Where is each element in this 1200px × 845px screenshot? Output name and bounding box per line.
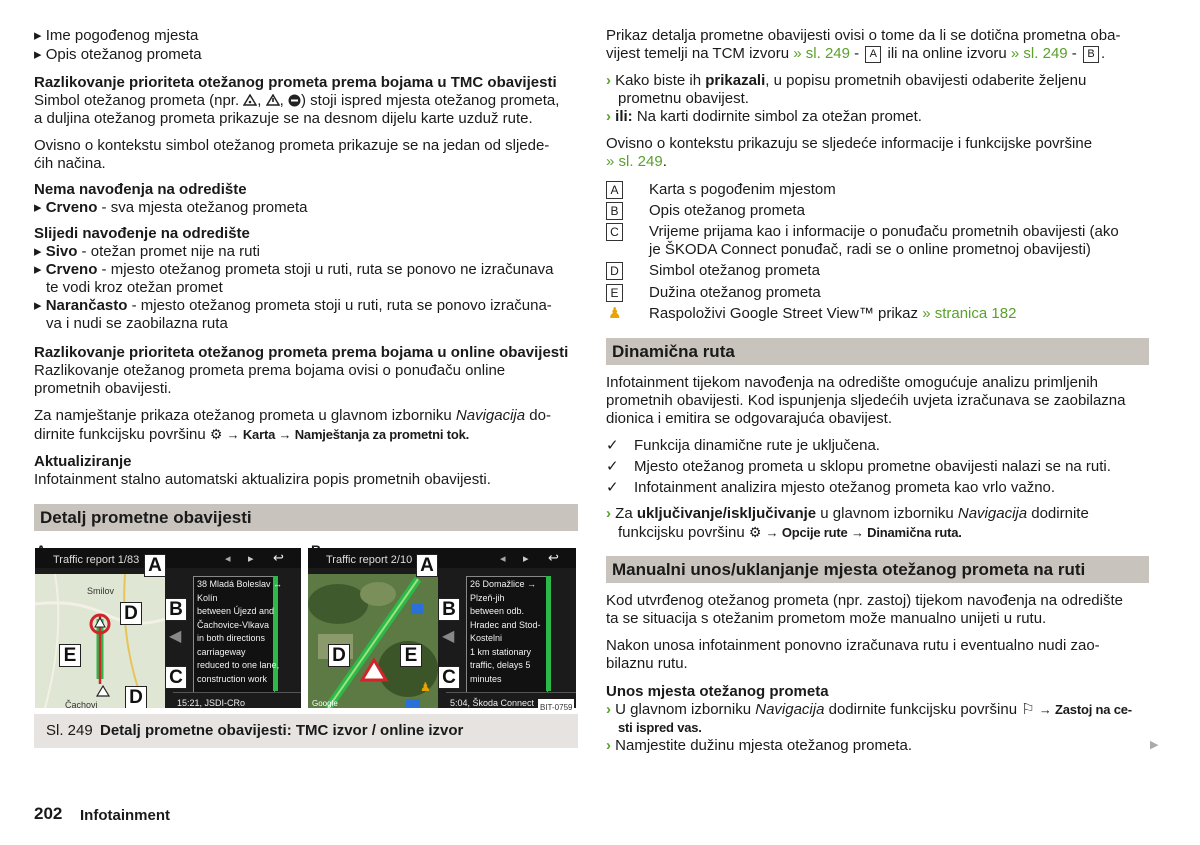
intro-text-1: Prikaz detalja prometne obavijesti ovisi o tome da li se dotična prometna oba- bbox=[606, 27, 1121, 44]
info-line: between odb. bbox=[470, 606, 525, 616]
no-nav-heading: Nema navođenja na odredište bbox=[34, 181, 247, 198]
collapse-arrow-icon[interactable]: ◀ bbox=[442, 628, 455, 645]
follows-heading: Slijedi navođenje na odredište bbox=[34, 225, 250, 242]
next-icon[interactable]: ▸ bbox=[248, 553, 254, 565]
no-nav-item-rest: - sva mjesta otežanog prometa bbox=[97, 199, 308, 216]
dyn-text-2: prometnih obavijesti. Kod ispunjenja sljedećih uvjeta izračunava se zaobilazna bbox=[606, 392, 1126, 409]
callout-c: C bbox=[165, 666, 187, 689]
figure-code: BIT-0759 bbox=[538, 699, 574, 717]
manual-text-1: Kod utvrđenog otežanog prometa (npr. zastoj) tijekom navođenja na odredište bbox=[606, 592, 1123, 609]
gear-icon: ⚙ bbox=[748, 524, 762, 540]
step-arrow-icon: › bbox=[606, 505, 611, 522]
step-item bbox=[606, 72, 1151, 90]
step-text: U glavnom izborniku bbox=[615, 701, 756, 718]
follows-item-bold: Sivo bbox=[45, 243, 78, 260]
follows-item: ▸ Sivo - otežan promet nije na ruti bbox=[34, 243, 260, 260]
online-heading: Razlikovanje prioriteta otežanog prometa prema bojama u online obavijesti bbox=[34, 344, 569, 361]
footer-section: Infotainment bbox=[80, 807, 170, 824]
figure-link[interactable]: » sl. 249 bbox=[606, 153, 663, 170]
screen-b-footer-text: 5:04, Škoda Connect bbox=[450, 698, 535, 708]
callout-c: C bbox=[438, 666, 460, 689]
info-line: Hradec and Stod- bbox=[470, 619, 541, 630]
step-arrow-icon: › bbox=[606, 108, 611, 125]
no-entry-icon bbox=[288, 94, 301, 107]
street-view-person-icon[interactable]: ♟ bbox=[420, 680, 431, 694]
tmc-text-2: a duljina otežanog prometa prikazuje se na desnom dijelu karte uzduž rute. bbox=[34, 110, 533, 127]
command-path: → Zastoj na ce- bbox=[1038, 702, 1132, 717]
step-text-bold: ili: bbox=[615, 108, 633, 125]
callout-d: D bbox=[328, 644, 350, 667]
legend-text: Dužina otežanog prometa bbox=[649, 284, 821, 301]
callout-d: D bbox=[125, 686, 147, 708]
follows-item-bold: Crveno bbox=[45, 261, 98, 278]
street-view-person-icon: ♟ bbox=[608, 305, 622, 322]
setup-command-path: → Karta → Namještanja za prometni tok. bbox=[226, 427, 470, 442]
manual-text-2: ta se situacija s otežanim prometom može manualno unijeti u rutu. bbox=[606, 610, 1047, 627]
info-line: between Újezd and bbox=[197, 606, 275, 616]
intro-sep: - bbox=[850, 45, 864, 62]
legend-text: Karta s pogođenim mjestom bbox=[649, 181, 836, 198]
check-text: Mjesto otežanog prometa u sklopu prometne obavijesti nalazi se na ruti. bbox=[634, 458, 1111, 475]
info-line: 1 km stationary bbox=[470, 646, 532, 657]
step-text: u glavnom izborniku bbox=[816, 505, 958, 522]
tmc-text-b: ) stoji ispred mjesta otežanog prometa, bbox=[300, 92, 560, 109]
context-link[interactable]: » sl. 249. bbox=[606, 153, 667, 170]
step-text-bold: prikazali bbox=[705, 72, 766, 89]
no-nav-item-bold: Crveno bbox=[45, 199, 98, 216]
google-attribution: Google bbox=[312, 699, 338, 708]
caption-text: Detalj prometne obavijesti: TMC izvor / online izvor bbox=[100, 722, 464, 739]
info-line: 26 Domažlice → bbox=[470, 579, 537, 589]
info-line: Plzeň-jih bbox=[470, 592, 505, 603]
check-icon: ✓ bbox=[606, 479, 619, 496]
info-line: Kolín bbox=[197, 592, 218, 603]
screen-a-footer-text: 15:21, JSDI-CRo bbox=[177, 698, 246, 708]
bullet-text: Ime pogođenog mjesta bbox=[45, 27, 199, 44]
step-text: Namjestite dužinu mjesta otežanog prometa. bbox=[615, 737, 912, 754]
figure-249 bbox=[34, 542, 578, 710]
legend-text: Vrijeme prijama kao i informacije o ponuđaču prometnih obavijesti (ako bbox=[649, 223, 1119, 240]
intro-sep: - bbox=[1067, 45, 1081, 62]
screen-a bbox=[35, 548, 301, 708]
screen-a-titlebar bbox=[35, 548, 301, 568]
callout-d: D bbox=[120, 602, 142, 625]
streetview-text: Raspoloživi Google Street View™ prikaz bbox=[649, 305, 923, 322]
follows-item: ▸ Narančasto - mjesto otežanog prometa stoji u ruti, ruta se ponovo izračuna- bbox=[34, 297, 552, 314]
legend-key: D bbox=[606, 262, 623, 280]
context-text-1: Ovisno o kontekstu simbol otežanog prometa prikazuje se na jedan od sljede- bbox=[34, 137, 550, 154]
follows-item-cont: te vodi kroz otežan promet bbox=[46, 279, 223, 296]
callout-b: B bbox=[165, 598, 187, 621]
command-path: → Opcije rute → Dinamična ruta. bbox=[765, 525, 962, 540]
warning-triangle-filled-icon bbox=[266, 94, 280, 106]
collapse-arrow-icon[interactable]: ◀ bbox=[169, 628, 182, 645]
legend-text bbox=[649, 305, 1016, 323]
update-text: Infotainment stalno automatski aktualizira popis prometnih obavijesti. bbox=[34, 471, 491, 488]
step-text: funkcijsku površinu bbox=[618, 524, 749, 541]
step-text: Za bbox=[615, 505, 637, 522]
info-line: 38 Mladá Boleslav ↔ bbox=[197, 579, 283, 589]
tmc-text-a: Simbol otežanog prometa (npr. bbox=[34, 92, 240, 109]
length-bar bbox=[546, 576, 551, 691]
follows-item-cont: va i nudi se zaobilazna ruta bbox=[46, 315, 228, 332]
info-line: traffic, delays 5 bbox=[470, 660, 531, 670]
context-text-1: Ovisno o kontekstu prikazuju se sljedeće informacije i funkcijske površine bbox=[606, 135, 1093, 152]
setup-text-c: dirnite funkcijsku površinu bbox=[34, 426, 210, 443]
input-step bbox=[606, 737, 1151, 755]
legend-text: Simbol otežanog prometa bbox=[649, 262, 820, 279]
map-place-label: Smilov bbox=[87, 586, 115, 596]
step-arrow-icon: › bbox=[606, 701, 611, 718]
section-heading-manual: Manualni unos/uklanjanje mjesta otežanog prometa na ruti bbox=[606, 556, 1149, 583]
callout-e: E bbox=[59, 644, 81, 667]
step-text: , u popisu prometnih obavijesti odaberite željenu bbox=[765, 72, 1087, 89]
legend-key: E bbox=[606, 284, 623, 302]
step-text-bold: uključivanje/isključivanje bbox=[636, 505, 817, 522]
legend-text: Opis otežanog prometa bbox=[649, 202, 805, 219]
screen-b-title: Traffic report 2/10 bbox=[326, 554, 413, 566]
screen-a-title: Traffic report 1/83 bbox=[53, 554, 140, 566]
info-line: minutes bbox=[470, 673, 502, 684]
info-line: carriageway bbox=[197, 646, 246, 657]
tmc-text: Simbol otežanog prometa (npr. , , ) stoji ispred mjesta otežanog prometa, bbox=[34, 92, 560, 109]
figure-ref-box: B bbox=[1083, 46, 1099, 63]
check-text: Infotainment analizira mjesto otežanog prometa kao vrlo važno. bbox=[634, 479, 1056, 496]
screen-b-titlebar bbox=[308, 548, 576, 568]
warning-triangle-icon bbox=[243, 94, 257, 106]
legend-key: B bbox=[606, 202, 623, 220]
info-line: Čachovice-Vlkava bbox=[197, 619, 270, 630]
flag-icon: ⚐ bbox=[1021, 701, 1035, 718]
intro-text-a: vijest temelji na TCM izvoru bbox=[606, 45, 794, 62]
page-number: 202 bbox=[34, 804, 63, 823]
step-text: Na karti dodirnite simbol za otežan promet. bbox=[632, 108, 922, 125]
manual-text-4: bilaznu rutu. bbox=[606, 655, 688, 672]
no-nav-item: ▸ Crveno - sva mjesta otežanog prometa bbox=[34, 199, 308, 216]
legend-key: C bbox=[606, 223, 623, 241]
back-icon[interactable]: ↩ bbox=[273, 550, 284, 565]
screen-b-info-text bbox=[470, 578, 541, 686]
step-arrow-icon: › bbox=[606, 72, 611, 89]
page-link[interactable]: » stranica 182 bbox=[922, 305, 1017, 322]
figure-caption bbox=[34, 714, 578, 748]
tmc-heading: Razlikovanje prioriteta otežanog prometa prema bojama u TMC obavijesti bbox=[34, 74, 557, 91]
step-text: dodirnite bbox=[1027, 505, 1089, 522]
next-icon[interactable]: ▸ bbox=[523, 553, 529, 565]
manual-text-3: Nakon unosa infotainment ponovno izračunava rutu i eventualno nudi zao- bbox=[606, 637, 1100, 654]
bullet-text: Opis otežanog prometa bbox=[45, 46, 202, 63]
intro-text-c: ili na online izvoru bbox=[883, 45, 1011, 62]
dyn-step bbox=[606, 505, 1151, 523]
figure-ref-box: A bbox=[865, 46, 881, 63]
prev-icon[interactable]: ◂ bbox=[500, 553, 506, 565]
gear-icon: ⚙ bbox=[209, 426, 223, 442]
step-item-cont: prometnu obavijest. bbox=[618, 90, 749, 107]
setup-text-a: Za namještanje prikaza otežanog prometa u glavnom izborniku bbox=[34, 407, 456, 424]
screen-b bbox=[308, 548, 576, 708]
legend-key: A bbox=[606, 181, 623, 199]
follows-item-rest: - otežan promet nije na ruti bbox=[77, 243, 260, 260]
continue-arrow-icon: ▶ bbox=[1150, 739, 1159, 751]
caption-number: Sl. 249 bbox=[46, 722, 93, 739]
step-text: dodirnite funkcijsku površinu bbox=[824, 701, 1022, 718]
screen-a-info-text bbox=[197, 578, 282, 686]
figure-panel-a bbox=[34, 542, 302, 710]
update-heading: Aktualiziranje bbox=[34, 453, 132, 470]
info-line: construction work bbox=[197, 673, 268, 684]
figure-link[interactable]: » sl. 249 bbox=[1010, 45, 1068, 62]
info-line: in both directions bbox=[197, 633, 266, 643]
dyn-step-cont bbox=[618, 523, 962, 542]
input-step bbox=[606, 701, 1151, 719]
follows-item-bold: Narančasto bbox=[45, 297, 128, 314]
section-heading-dynamic: Dinamična ruta bbox=[606, 338, 1149, 365]
info-line: Kostelni bbox=[470, 633, 503, 643]
figure-link[interactable]: » sl. 249 bbox=[793, 45, 850, 62]
check-icon: ✓ bbox=[606, 458, 619, 475]
callout-a: A bbox=[144, 554, 166, 577]
setup-text-1 bbox=[34, 407, 579, 425]
callout-a: A bbox=[416, 554, 438, 577]
follows-item: ▸ Crveno - mjesto otežanog prometa stoji u ruti, ruta se ponovo ne izračunava bbox=[34, 261, 554, 278]
bullet-item: ▸ Opis otežanog prometa bbox=[34, 46, 202, 63]
follows-item-rest: - mjesto otežanog prometa stoji u ruti, ruta se ponovo ne izračunava bbox=[97, 261, 554, 278]
callout-e: E bbox=[400, 644, 422, 667]
input-heading: Unos mjesta otežanog prometa bbox=[606, 683, 829, 700]
bullet-item: ▸ Ime pogođenog mjesta bbox=[34, 27, 199, 44]
map-place-label: Čachovi bbox=[65, 700, 98, 708]
step-text: Kako biste ih bbox=[615, 72, 706, 89]
screen-a-footer bbox=[173, 692, 301, 707]
menu-name: Navigacija bbox=[755, 701, 825, 718]
dyn-text-1: Infotainment tijekom navođenja na odredište omogućuje analizu primljenih bbox=[606, 374, 1098, 391]
step-arrow-icon: › bbox=[606, 737, 611, 754]
context-text-2: ćih načina. bbox=[34, 155, 106, 172]
section-heading-detail: Detalj prometne obavijesti bbox=[34, 504, 578, 531]
follows-item-rest: - mjesto otežanog prometa stoji u ruti, ruta se ponovo izračuna- bbox=[127, 297, 552, 314]
command-path-cont: sti ispred vas. bbox=[618, 720, 702, 735]
info-line: reduced to one lane, bbox=[197, 660, 280, 670]
setup-menu-name: Navigacija bbox=[455, 407, 526, 424]
callout-b: B bbox=[438, 598, 460, 621]
step-item bbox=[606, 108, 1151, 126]
satellite-map bbox=[308, 574, 438, 708]
dyn-text-3: dionica i emitira se odgovarajuća obavijest. bbox=[606, 410, 892, 427]
setup-text-b: do- bbox=[525, 407, 551, 424]
figure-panel-b bbox=[306, 542, 578, 710]
intro-text-2: vijest temelji na TCM izvoru » sl. 249 - A ili na online izvoru » sl. 249 - B . bbox=[606, 45, 1106, 62]
screen-b-map bbox=[308, 574, 438, 708]
setup-text-2 bbox=[34, 425, 579, 444]
check-text: Funkcija dinamične rute je uključena. bbox=[634, 437, 880, 454]
online-text-1: Razlikovanje otežanog prometa prema bojama ovisi o ponuđaču online bbox=[34, 362, 506, 379]
prev-icon[interactable]: ◂ bbox=[225, 553, 231, 565]
menu-name: Navigacija bbox=[957, 505, 1028, 522]
online-text-2: prometnih obavijesti. bbox=[34, 380, 172, 397]
check-icon: ✓ bbox=[606, 437, 619, 454]
legend-text-cont: je ŠKODA Connect ponuđač, radi se o online prometnoj obavijesti) bbox=[649, 241, 1091, 258]
back-icon[interactable]: ↩ bbox=[548, 550, 559, 565]
